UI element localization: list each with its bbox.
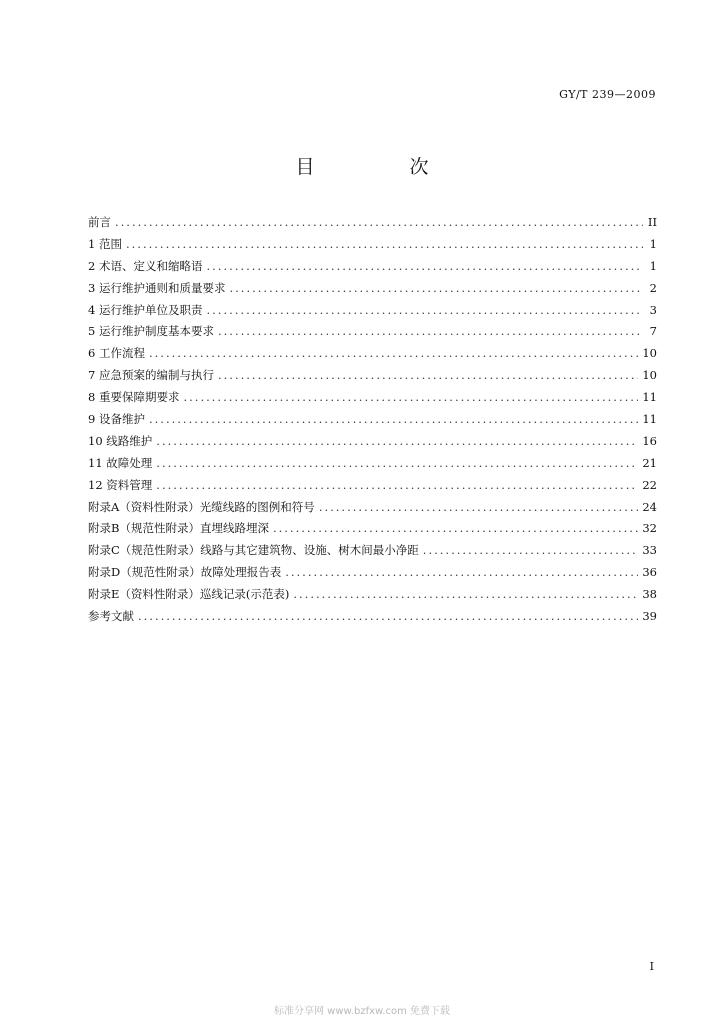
toc-leader-dots	[285, 565, 638, 579]
toc-entry-page: 16	[642, 433, 657, 448]
toc-entry-label: 参考文献	[88, 609, 134, 624]
toc-entry[interactable]	[88, 367, 657, 389]
toc-entry-page: 22	[642, 477, 657, 492]
toc-entry[interactable]	[88, 433, 657, 455]
standard-code: GY/T 239—2009	[559, 88, 656, 101]
toc-entry-page: 3	[649, 302, 657, 317]
toc-entry[interactable]	[88, 323, 657, 345]
toc-entry-label: 8 重要保障期要求	[88, 390, 180, 405]
toc-entry-label: 9 设备维护	[88, 412, 145, 427]
toc-entry-label: 附录D（规范性附录）故障处理报告表	[88, 565, 282, 580]
toc-entry-page: 32	[642, 521, 657, 536]
toc-entry-label: 附录A（资料性附录）光缆线路的图例和符号	[88, 499, 315, 514]
toc-entry-page: 7	[649, 324, 657, 339]
toc-entry[interactable]	[88, 302, 657, 324]
toc-entry-label: 5 运行维护制度基本要求	[88, 324, 214, 339]
toc-entry[interactable]	[88, 389, 657, 411]
toc-leader-dots	[156, 456, 638, 470]
toc-entry-page: 11	[642, 390, 657, 405]
toc-entry-label: 3 运行维护通则和质量要求	[88, 280, 226, 295]
toc-entry-label: 12 资料管理	[88, 477, 153, 492]
page-title: 目 次	[295, 156, 467, 178]
toc-entry-page: 39	[642, 609, 657, 624]
toc-leader-dots	[273, 521, 638, 535]
toc-entry-page: 1	[649, 236, 657, 251]
toc-entry-page: 10	[642, 346, 657, 361]
toc-entry[interactable]	[88, 499, 657, 521]
toc-entry[interactable]	[88, 258, 657, 280]
toc-entry-label: 10 线路维护	[88, 433, 153, 448]
toc-entry-label: 11 故障处理	[88, 455, 153, 470]
toc-leader-dots	[156, 478, 638, 492]
toc-entry-page: II	[647, 215, 657, 229]
toc-leader-dots	[218, 368, 638, 382]
table-of-contents	[88, 214, 657, 630]
toc-entry-page: 21	[642, 455, 657, 470]
toc-entry[interactable]	[88, 455, 657, 477]
toc-leader-dots	[156, 434, 638, 448]
toc-entry-page: 10	[642, 368, 657, 383]
toc-leader-dots	[293, 587, 638, 601]
toc-entry-page: 1	[649, 258, 657, 273]
toc-entry-page: 33	[642, 543, 657, 558]
toc-leader-dots	[218, 324, 643, 338]
page-number: I	[649, 960, 654, 973]
toc-leader-dots	[206, 303, 643, 317]
toc-leader-dots	[149, 412, 638, 426]
toc-leader-dots	[229, 281, 643, 295]
toc-entry[interactable]	[88, 214, 657, 236]
toc-entry-label: 4 运行维护单位及职责	[88, 302, 203, 317]
toc-entry-label: 附录E（资料性附录）巡线记录(示范表)	[88, 587, 290, 602]
watermark: 标准分享网 www.bzfxw.com 免费下载	[274, 1006, 450, 1017]
toc-entry[interactable]	[88, 564, 657, 586]
toc-entry-page: 36	[642, 565, 657, 580]
toc-entry-label: 6 工作流程	[88, 346, 145, 361]
toc-entry-label: 附录B（规范性附录）直埋线路埋深	[88, 521, 269, 536]
toc-entry-label: 附录C（规范性附录）线路与其它建筑物、设施、树木间最小净距	[88, 543, 419, 558]
toc-entry[interactable]	[88, 542, 657, 564]
toc-leader-dots	[126, 237, 643, 251]
toc-entry-label: 1 范围	[88, 236, 122, 251]
toc-leader-dots	[183, 390, 638, 404]
toc-entry-page: 38	[642, 587, 657, 602]
toc-entry[interactable]	[88, 236, 657, 258]
toc-leader-dots	[206, 259, 643, 273]
toc-entry[interactable]	[88, 608, 657, 630]
toc-entry-label: 2 术语、定义和缩略语	[88, 258, 203, 273]
toc-entry-page: 24	[642, 499, 657, 514]
toc-entry-page: 11	[642, 412, 657, 427]
toc-entry[interactable]	[88, 280, 657, 302]
toc-leader-dots	[115, 215, 643, 229]
toc-entry[interactable]	[88, 411, 657, 433]
toc-leader-dots	[149, 346, 638, 360]
toc-entry-label: 7 应急预案的编制与执行	[88, 368, 214, 383]
toc-leader-dots	[138, 609, 638, 623]
toc-entry[interactable]	[88, 477, 657, 499]
toc-entry[interactable]	[88, 586, 657, 608]
toc-leader-dots	[423, 543, 639, 557]
toc-leader-dots	[319, 500, 639, 514]
toc-entry[interactable]	[88, 345, 657, 367]
toc-entry-page: 2	[649, 280, 657, 295]
toc-entry-label: 前言	[88, 215, 111, 229]
toc-entry[interactable]	[88, 520, 657, 542]
